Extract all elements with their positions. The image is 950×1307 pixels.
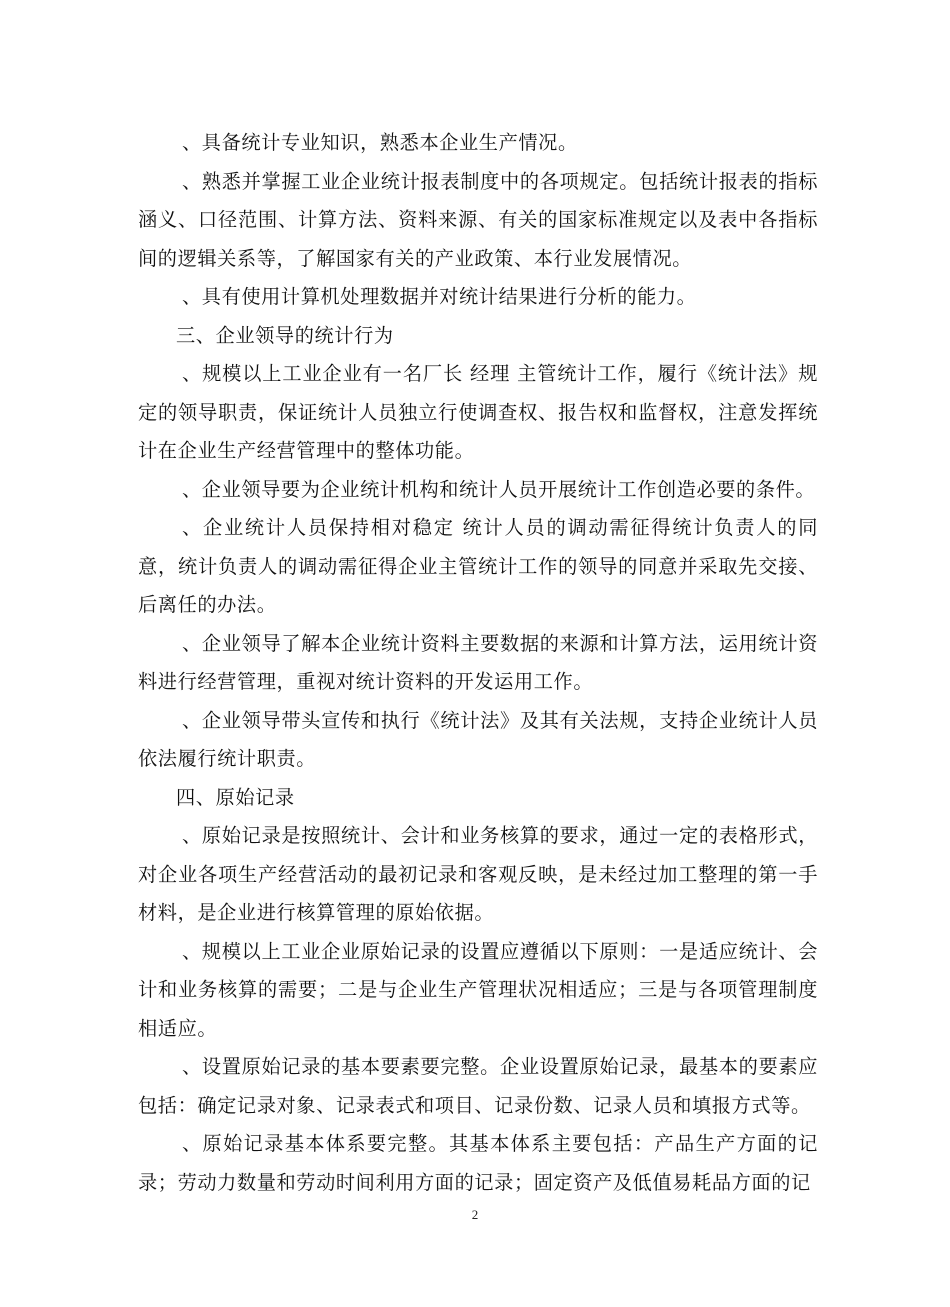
paragraph-12: 、原始记录基本体系要完整。其基本体系主要包括：产品生产方面的记录；劳动力数量和劳动时间利用方面的记录；固定资产及低值易耗品方面的记 — [138, 1132, 818, 1194]
paragraph-5: 、企业领导要为企业统计机构和统计人员开展统计工作创造必要的条件。 — [182, 477, 816, 501]
paragraph-9: 、原始记录是按照统计、会计和业务核算的要求，通过一定的表格形式，对企业各项生产经营活动的最初记录和客观反映，是未经过加工整理的第一手材料，是企业进行核算管理的原始依据。 — [138, 824, 818, 924]
section-heading-3: 三、企业领导的统计行为 — [176, 323, 394, 347]
paragraph-7: 、企业领导了解本企业统计资料主要数据的来源和计算方法，运用统计资料进行经营管理，重视对统计资料的开发运用工作。 — [138, 631, 818, 693]
paragraph-1: 、具备统计专业知识，熟悉本企业生产情况。 — [182, 131, 578, 154]
paragraph-10: 、规模以上工业企业原始记录的设置应遵循以下原则：一是适应统计、会计和业务核算的需要；二是与企业生产管理状况相适应；三是与各项管理制度相适应。 — [138, 939, 818, 1040]
paragraph-6: 、企业统计人员保持相对稳定 统计人员的调动需征得统计负责人的同意，统计负责人的调动需征得企业主管统计工作的领导的同意并采取先交接、后离任的办法。 — [138, 516, 818, 616]
section-heading-4: 四、原始记录 — [176, 785, 295, 809]
page-number: 2 — [471, 1207, 479, 1222]
paragraph-4: 、规模以上工业企业有一名厂长 经理 主管统计工作，履行《统计法》规定的领导职责，保证统计人员独立行使调查权、报告权和监督权，注意发挥统计在企业生产经营管理中的整体功能。 — [138, 362, 818, 462]
paragraph-11: 、设置原始记录的基本要素要完整。企业设置原始记录，最基本的要素应包括：确定记录对象、记录表式和项目、记录份数、记录人员和填报方式等。 — [138, 1055, 818, 1117]
paragraph-8: 、企业领导带头宣传和执行《统计法》及其有关法规，支持企业统计人员依法履行统计职责。 — [138, 708, 818, 770]
paragraph-3: 、具有使用计算机处理数据并对统计结果进行分析的能力。 — [182, 285, 697, 308]
paragraph-2: 、熟悉并掌握工业企业统计报表制度中的各项规定。包括统计报表的指标涵义、口径范围、计算方法、资料来源、有关的国家标准规定以及表中各指标间的逻辑关系等，了解国家有关的产业政策、本行业发展情况。 — [138, 169, 818, 270]
document-body — [138, 124, 818, 1202]
